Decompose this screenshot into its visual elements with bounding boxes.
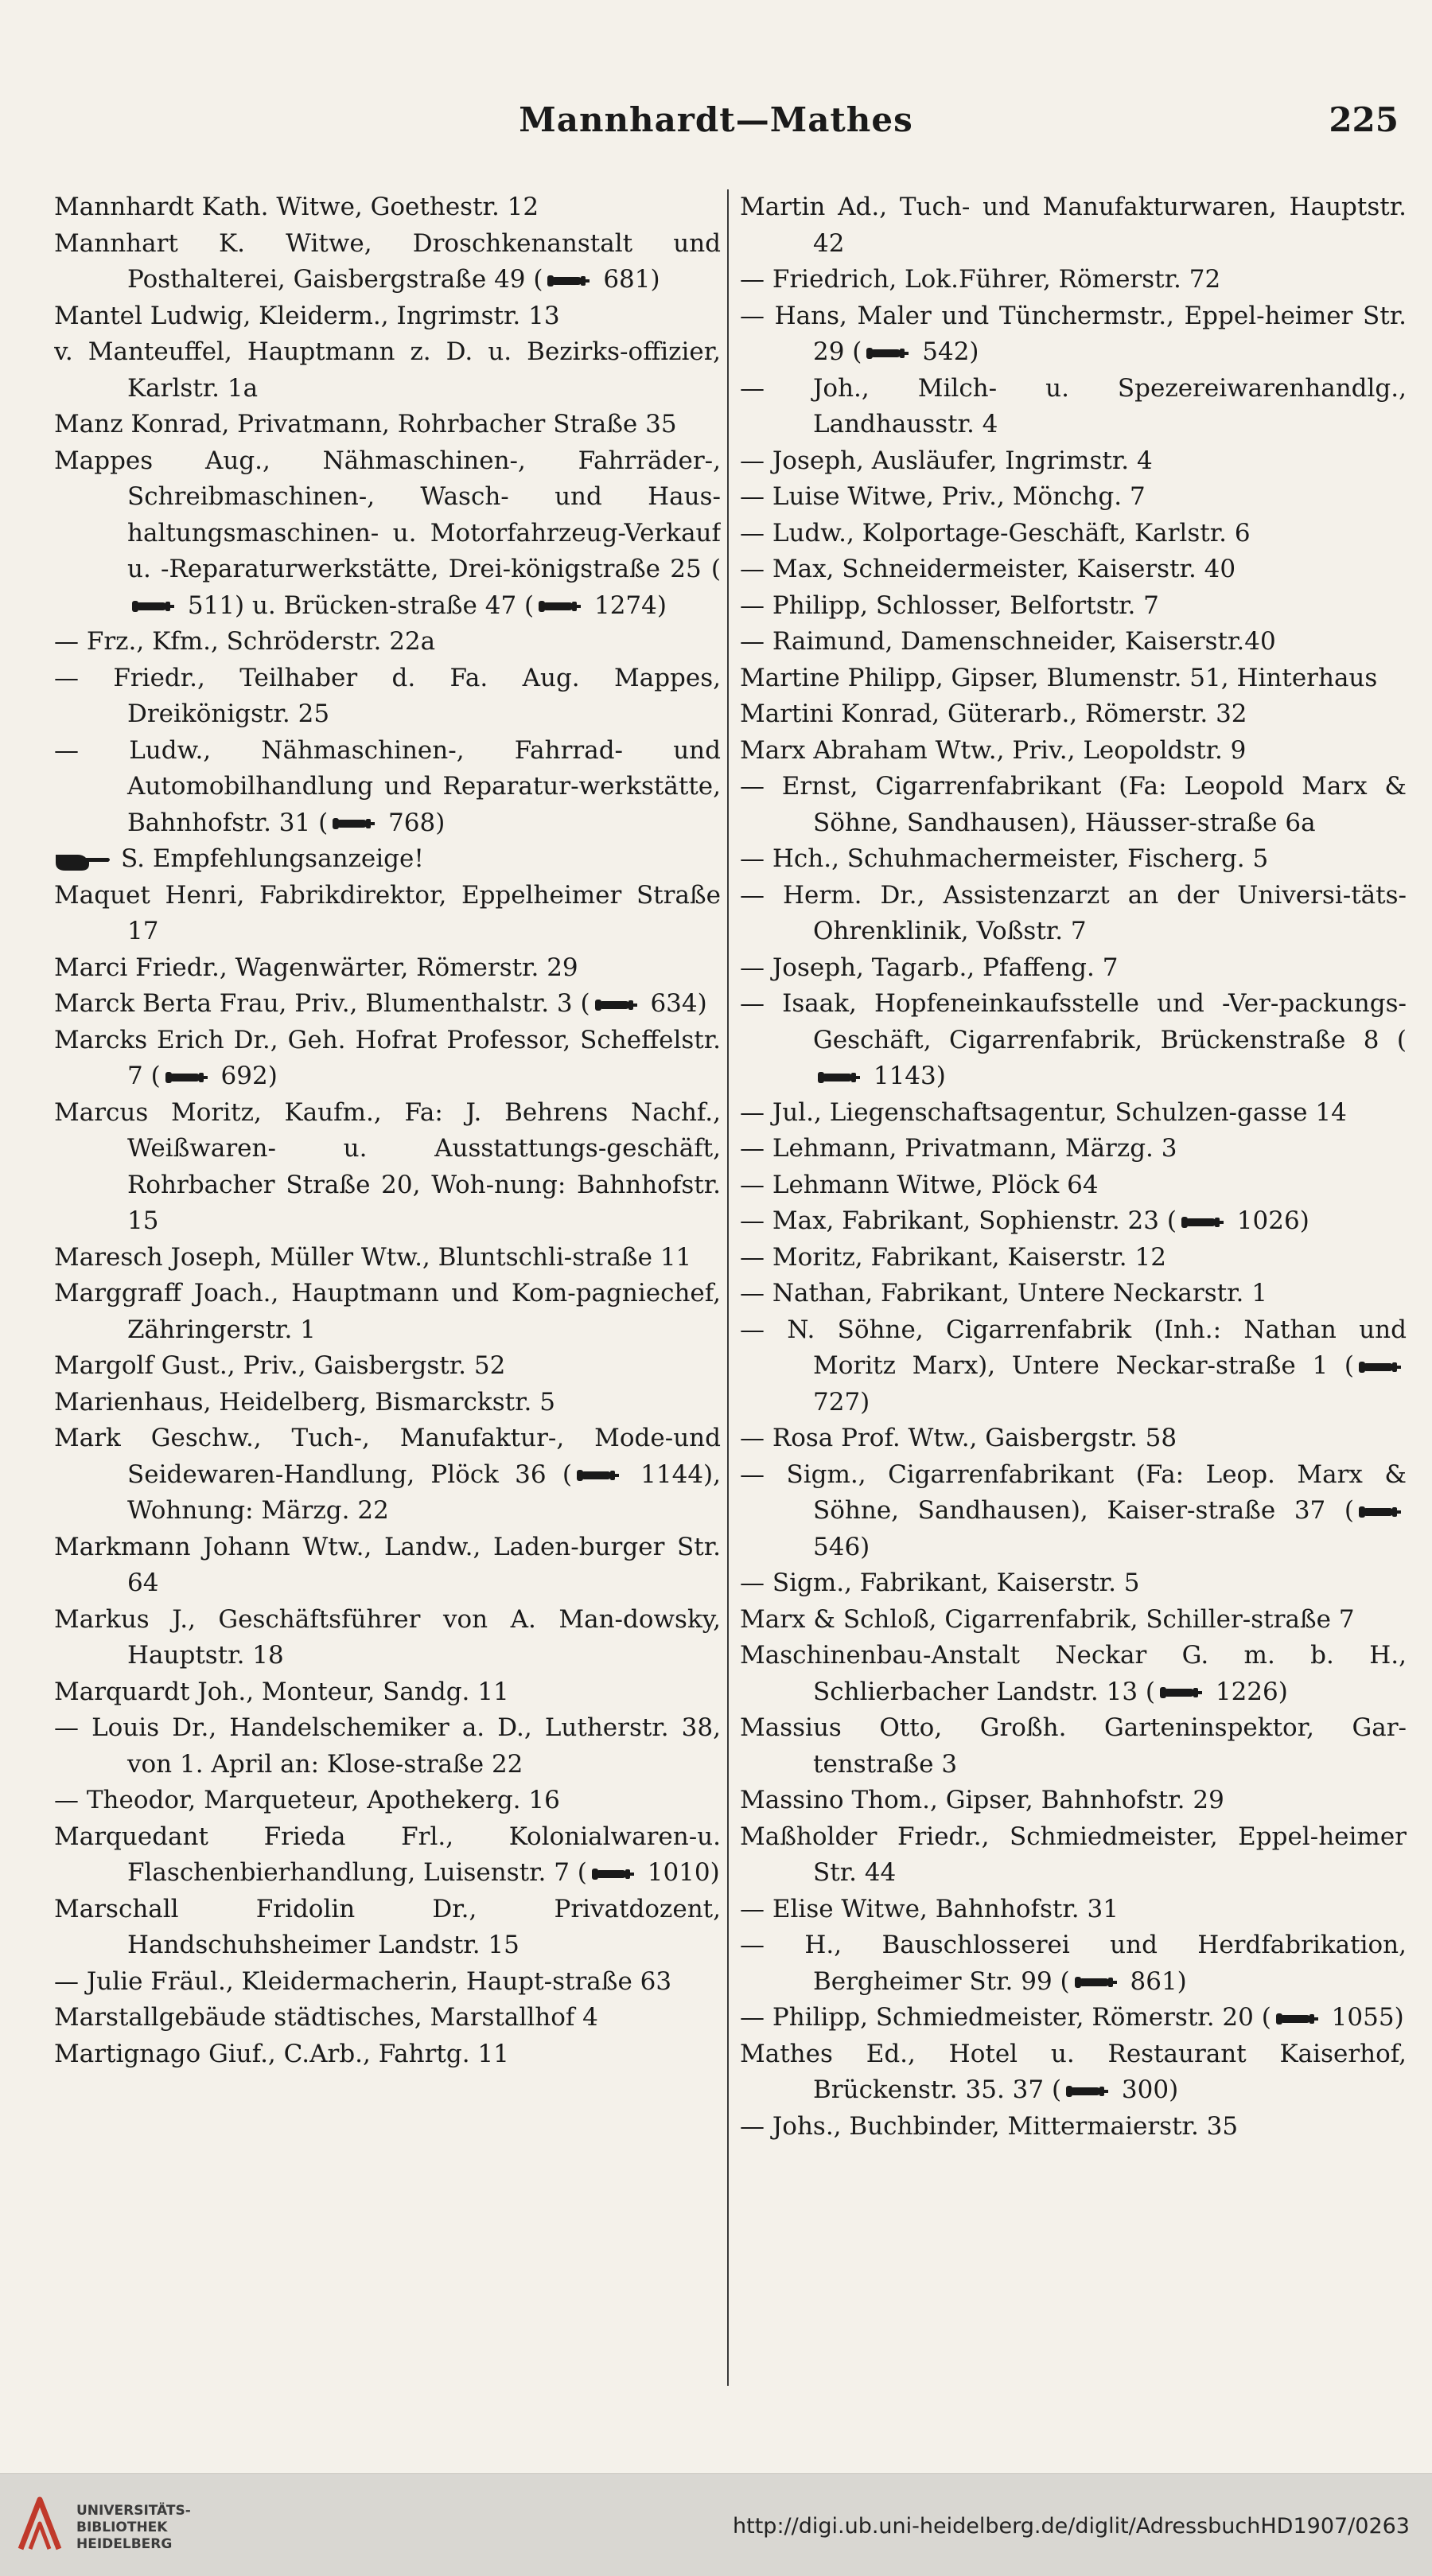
directory-entry bbox=[54, 986, 721, 1023]
directory-entry bbox=[740, 1095, 1407, 1132]
telephone-icon bbox=[331, 816, 376, 831]
directory-entry bbox=[740, 1167, 1407, 1204]
entry-text: Marck Berta Frau, Priv., Blumenthalstr. 3 ( bbox=[54, 989, 590, 1018]
directory-entry bbox=[740, 189, 1407, 262]
entry-text: Marquedant Frieda Frl., Kolonialwaren-u. Flaschenbierhandlung, Luisenstr. 7 ( bbox=[54, 1822, 721, 1887]
entry-text: — Herm. Dr., Assistenzarzt an der Universi-täts-Ohrenklinik, Voßstr. 7 bbox=[740, 880, 1407, 945]
entry-text: 768) bbox=[380, 808, 446, 837]
entry-text: Mantel Ludwig, Kleiderm., Ingrimstr. 13 bbox=[54, 301, 560, 330]
library-logo-icon bbox=[14, 2493, 65, 2557]
running-title: Mannhardt—Mathes bbox=[519, 100, 913, 139]
entry-text: 1226) bbox=[1208, 1677, 1288, 1706]
entry-text: 1055) bbox=[1323, 2003, 1404, 2032]
directory-entry bbox=[54, 841, 721, 878]
directory-entry bbox=[54, 1892, 721, 1964]
telephone-icon bbox=[164, 1070, 208, 1085]
directory-entry bbox=[740, 986, 1407, 1095]
entry-text: — Ludw., Kolportage-Geschäft, Karlstr. 6 bbox=[740, 518, 1251, 548]
directory-entry bbox=[740, 769, 1407, 841]
entry-text: — Joseph, Tagarb., Pfaffeng. 7 bbox=[740, 953, 1119, 982]
entry-text: — Ernst, Cigarrenfabrikant (Fa: Leopold Marx & Söhne, Sandhausen), Häusser-straße 6a bbox=[740, 772, 1407, 837]
directory-entry bbox=[54, 1095, 721, 1240]
entry-text: v. Manteuffel, Hauptmann z. D. u. Bezirks-offizier, Karlstr. 1a bbox=[54, 337, 721, 403]
telephone-icon bbox=[865, 346, 909, 360]
entry-text: Marstallgebäude städtisches, Marstallhof 4 bbox=[54, 2003, 598, 2032]
column-divider bbox=[727, 189, 729, 2386]
directory-entry bbox=[740, 1927, 1407, 2000]
directory-entry bbox=[54, 1023, 721, 1095]
entry-text: — Jul., Liegenschaftsagentur, Schulzen-gasse 14 bbox=[740, 1097, 1347, 1127]
library-logo-text: UNIVERSITÄTS- BIBLIOTHEK HEIDELBERG bbox=[76, 2503, 191, 2552]
directory-entry bbox=[54, 1819, 721, 1892]
telephone-icon bbox=[1158, 1686, 1203, 1700]
entry-text: Mannhardt Kath. Witwe, Goethestr. 12 bbox=[54, 193, 539, 221]
directory-entry bbox=[54, 1276, 721, 1348]
entry-text: — Max, Fabrikant, Sophienstr. 23 ( bbox=[740, 1206, 1177, 1235]
directory-entry bbox=[740, 588, 1407, 625]
entry-text: Marienhaus, Heidelberg, Bismarckstr. 5 bbox=[54, 1387, 555, 1417]
directory-entry bbox=[54, 1783, 721, 1819]
entry-text: 546) bbox=[813, 1532, 870, 1561]
directory-entry bbox=[740, 1276, 1407, 1312]
directory-entry bbox=[740, 733, 1407, 770]
telephone-icon bbox=[1180, 1215, 1224, 1230]
directory-entry bbox=[740, 950, 1407, 987]
entry-text: Marx Abraham Wtw., Priv., Leopoldstr. 9 bbox=[740, 735, 1247, 765]
entry-text: — Rosa Prof. Wtw., Gaisbergstr. 58 bbox=[740, 1424, 1177, 1452]
directory-entry bbox=[54, 1530, 721, 1602]
entry-text: Marschall Fridolin Dr., Privatdozent, Handschuhsheimer Landstr. 15 bbox=[54, 1894, 721, 1959]
directory-entry bbox=[740, 298, 1407, 371]
entry-text: Maquet Henri, Fabrikdirektor, Eppelheimer Straße 17 bbox=[54, 880, 721, 945]
entry-text: Mathes Ed., Hotel u. Restaurant Kaiserhof, Brückenstr. 35. 37 ( bbox=[740, 2039, 1407, 2104]
page-number: 225 bbox=[1329, 100, 1399, 139]
entry-text: 861) bbox=[1122, 1966, 1187, 1996]
entry-text: Martin Ad., Tuch- und Manufakturwaren, Hauptstr. 42 bbox=[740, 193, 1407, 258]
telephone-icon bbox=[537, 599, 582, 614]
directory-entry bbox=[54, 1710, 721, 1783]
entry-text: Mappes Aug., Nähmaschinen-, Fahrräder-, Schreibmaschinen-, Wasch- und Haus-haltungsmaschinen- u. Motorfahrzeug-Verkauf u. -Reparaturwerkstätte, Drei-königstraße 25 ( bbox=[54, 446, 721, 583]
entry-text: — Lehmann, Privatmann, Märzg. 3 bbox=[740, 1134, 1177, 1163]
entry-text: 300) bbox=[1114, 2075, 1179, 2104]
entry-text: — Raimund, Damenschneider, Kaiserstr.40 bbox=[740, 627, 1276, 656]
entry-text: — Ludw., Nähmaschinen-, Fahrrad- und Automobilhandlung und Reparatur-werkstätte, Bahnhofstr. 31 ( bbox=[54, 735, 721, 837]
telephone-icon bbox=[546, 274, 590, 288]
directory-entry bbox=[54, 407, 721, 443]
entry-text: — Moritz, Fabrikant, Kaiserstr. 12 bbox=[740, 1242, 1166, 1272]
entry-text: Marci Friedr., Wagenwärter, Römerstr. 29 bbox=[54, 953, 578, 982]
entry-text: Maßholder Friedr., Schmiedmeister, Eppel-heimer Str. 44 bbox=[740, 1822, 1407, 1887]
entry-text: — Louis Dr., Handelschemiker a. D., Lutherstr. 38, von 1. April an: Klose-straße 22 bbox=[54, 1713, 721, 1779]
directory-entry bbox=[740, 1602, 1407, 1639]
directory-entry bbox=[740, 696, 1407, 733]
entry-text: — Joh., Milch- u. Spezereiwarenhandlg., Landhausstr. 4 bbox=[740, 373, 1407, 438]
directory-entry bbox=[740, 1565, 1407, 1602]
directory-entry bbox=[740, 1457, 1407, 1566]
directory-entry bbox=[54, 2036, 721, 2073]
telephone-icon bbox=[816, 1070, 861, 1085]
telephone-icon bbox=[1064, 2084, 1109, 2099]
entry-text: 542) bbox=[914, 337, 979, 366]
entry-text: — H., Bauschlosserei und Herdfabrikation, Bergheimer Str. 99 ( bbox=[740, 1931, 1407, 1996]
entry-text: 727) bbox=[813, 1387, 870, 1417]
entry-text: — Julie Fräul., Kleidermacherin, Haupt-straße 63 bbox=[54, 1966, 672, 1996]
telephone-icon bbox=[1357, 1505, 1402, 1519]
telephone-icon bbox=[1357, 1360, 1402, 1374]
directory-entry bbox=[740, 1892, 1407, 1928]
entry-text: — Lehmann Witwe, Plöck 64 bbox=[740, 1170, 1099, 1199]
telephone-icon bbox=[590, 1867, 635, 1881]
entry-text: Marcks Erich Dr., Geh. Hofrat Professor, Scheffelstr. 7 ( bbox=[54, 1025, 721, 1090]
directory-entry bbox=[740, 2000, 1407, 2036]
entry-text: — Hch., Schuhmachermeister, Fischerg. 5 bbox=[740, 844, 1269, 873]
directory-entry bbox=[740, 661, 1407, 697]
right-column bbox=[740, 189, 1407, 2386]
directory-entry bbox=[54, 1421, 721, 1530]
directory-entry bbox=[740, 2036, 1407, 2109]
directory-entry bbox=[740, 1131, 1407, 1167]
directory-entry bbox=[740, 516, 1407, 552]
entry-text: Marquardt Joh., Monteur, Sandg. 11 bbox=[54, 1677, 509, 1706]
entry-text: 1010) bbox=[639, 1858, 720, 1887]
directory-entry bbox=[740, 2109, 1407, 2145]
page-header bbox=[0, 94, 1432, 150]
source-url-link[interactable]: http://digi.ub.uni-heidelberg.de/diglit/AdressbuchHD1907/0263 bbox=[733, 2514, 1410, 2539]
directory-entry bbox=[54, 2000, 721, 2036]
directory-entry bbox=[54, 878, 721, 950]
entry-text: 1026) bbox=[1228, 1206, 1309, 1235]
entry-text: 681) bbox=[595, 265, 660, 294]
entry-text: — Elise Witwe, Bahnhofstr. 31 bbox=[740, 1894, 1119, 1923]
entry-text: Martini Konrad, Güterarb., Römerstr. 32 bbox=[740, 700, 1247, 728]
telephone-icon bbox=[1073, 1975, 1118, 1989]
directory-entry bbox=[54, 1348, 721, 1385]
entry-text: Maschinenbau-Anstalt Neckar G. m. b. H., Schlierbacher Landstr. 13 ( bbox=[740, 1641, 1407, 1706]
directory-entry bbox=[740, 1638, 1407, 1710]
directory-entry bbox=[740, 1710, 1407, 1783]
directory-entry bbox=[740, 1421, 1407, 1457]
entry-text: 511) u. Brücken-straße 47 ( bbox=[180, 590, 535, 620]
entry-text: — Sigm., Cigarrenfabrikant (Fa: Leop. Marx & Söhne, Sandhausen), Kaiser-straße 37 ( bbox=[740, 1459, 1407, 1525]
telephone-icon bbox=[575, 1468, 620, 1483]
directory-entry bbox=[54, 950, 721, 987]
directory-entry bbox=[740, 841, 1407, 878]
entry-text: Markus J., Geschäftsführer von A. Man-dowsky, Hauptstr. 18 bbox=[54, 1604, 721, 1670]
entry-text: Mark Geschw., Tuch-, Manufaktur-, Mode-und Seidewaren-Handlung, Plöck 36 ( bbox=[54, 1424, 721, 1489]
entry-text: — Friedrich, Lok.Führer, Römerstr. 72 bbox=[740, 265, 1221, 294]
entry-text: Martignago Giuf., C.Arb., Fahrtg. 11 bbox=[54, 2039, 509, 2068]
directory-entry bbox=[54, 189, 721, 226]
entry-text: — Nathan, Fabrikant, Untere Neckarstr. 1 bbox=[740, 1279, 1267, 1307]
entry-text: S. Empfehlungsanzeige! bbox=[121, 844, 424, 873]
entry-text: — N. Söhne, Cigarrenfabrik (Inh.: Nathan und Moritz Marx), Untere Neckar-straße 1 ( bbox=[740, 1315, 1407, 1380]
directory-entry bbox=[54, 1602, 721, 1674]
directory-entry bbox=[740, 479, 1407, 516]
entry-text: Markmann Johann Wtw., Landw., Laden-burger Str. 64 bbox=[54, 1532, 721, 1597]
directory-entry bbox=[740, 443, 1407, 480]
directory-entry bbox=[740, 1819, 1407, 1892]
entry-text: Massius Otto, Großh. Garteninspektor, Gar-tenstraße 3 bbox=[740, 1713, 1407, 1779]
pointing-hand-icon bbox=[54, 848, 111, 872]
entry-text: — Hans, Maler und Tünchermstr., Eppel-heimer Str. 29 ( bbox=[740, 301, 1407, 366]
entry-text: 1144), Wohnung: Märzg. 22 bbox=[127, 1459, 721, 1525]
directory-entry bbox=[54, 226, 721, 298]
entry-text: 692) bbox=[212, 1062, 278, 1090]
entry-text: — Philipp, Schlosser, Belfortstr. 7 bbox=[740, 590, 1159, 620]
entry-text: 1143) bbox=[866, 1062, 946, 1090]
directory-entry bbox=[54, 1385, 721, 1421]
directory-entry bbox=[740, 262, 1407, 298]
directory-entry bbox=[54, 1674, 721, 1711]
directory-entry bbox=[54, 733, 721, 842]
entry-text: Marx & Schloß, Cigarrenfabrik, Schiller-straße 7 bbox=[740, 1604, 1355, 1634]
directory-entry bbox=[740, 878, 1407, 950]
entry-text: — Max, Schneidermeister, Kaiserstr. 40 bbox=[740, 555, 1236, 583]
entry-text: Maresch Joseph, Müller Wtw., Bluntschli-straße 11 bbox=[54, 1242, 692, 1272]
entry-text: Margolf Gust., Priv., Gaisbergstr. 52 bbox=[54, 1351, 506, 1380]
directory-entry bbox=[740, 371, 1407, 443]
directory-entry bbox=[54, 1240, 721, 1276]
entry-text: — Theodor, Marqueteur, Apothekerg. 16 bbox=[54, 1786, 560, 1814]
entry-text: — Luise Witwe, Priv., Mönchg. 7 bbox=[740, 482, 1146, 511]
telephone-icon bbox=[1274, 2012, 1319, 2026]
footer-bar bbox=[0, 2473, 1432, 2576]
directory-entry bbox=[54, 298, 721, 335]
directory-entry bbox=[54, 1964, 721, 2001]
directory-entry bbox=[740, 1783, 1407, 1819]
entry-text: Massino Thom., Gipser, Bahnhofstr. 29 bbox=[740, 1786, 1224, 1814]
entry-text: Marggraff Joach., Hauptmann und Kom-pagniechef, Zähringerstr. 1 bbox=[54, 1279, 721, 1344]
directory-entry bbox=[740, 624, 1407, 661]
entry-text: — Frz., Kfm., Schröderstr. 22a bbox=[54, 627, 436, 656]
entry-text: Manz Konrad, Privatmann, Rohrbacher Straße 35 bbox=[54, 410, 677, 438]
directory-entry bbox=[54, 661, 721, 733]
entry-text: — Friedr., Teilhaber d. Fa. Aug. Mappes, Dreikönigstr. 25 bbox=[54, 663, 721, 728]
entry-text: — Philipp, Schmiedmeister, Römerstr. 20 ( bbox=[740, 2003, 1271, 2032]
directory-entry bbox=[740, 1312, 1407, 1421]
directory-entry bbox=[740, 1240, 1407, 1276]
left-column bbox=[54, 189, 721, 2386]
entry-text: 1274) bbox=[586, 590, 667, 620]
entry-text: — Johs., Buchbinder, Mittermaierstr. 35 bbox=[740, 2111, 1239, 2141]
entry-text: — Isaak, Hopfeneinkaufsstelle und -Ver-packungs-Geschäft, Cigarrenfabrik, Brückenstraße 8 ( bbox=[740, 989, 1407, 1054]
directory-entry bbox=[740, 1203, 1407, 1240]
directory-entry bbox=[54, 334, 721, 407]
entry-text: — Sigm., Fabrikant, Kaiserstr. 5 bbox=[740, 1569, 1140, 1597]
directory-entry bbox=[740, 551, 1407, 588]
directory-entry bbox=[54, 624, 721, 661]
entry-text: Mannhart K. Witwe, Droschkenanstalt und Posthalterei, Gaisbergstraße 49 ( bbox=[54, 228, 721, 294]
directory-entry bbox=[54, 443, 721, 625]
entry-text: Martine Philipp, Gipser, Blumenstr. 51, Hinterhaus bbox=[740, 663, 1378, 692]
entry-text: 634) bbox=[642, 989, 707, 1018]
entry-text: Marcus Moritz, Kaufm., Fa: J. Behrens Nachf., Weißwaren- u. Ausstattungs-geschäft, Rohrbacher Straße 20, Woh-nung: Bahnhofstr. 15 bbox=[54, 1097, 721, 1235]
telephone-icon bbox=[593, 998, 638, 1012]
telephone-icon bbox=[130, 599, 175, 614]
entry-text: — Joseph, Ausläufer, Ingrimstr. 4 bbox=[740, 446, 1153, 475]
